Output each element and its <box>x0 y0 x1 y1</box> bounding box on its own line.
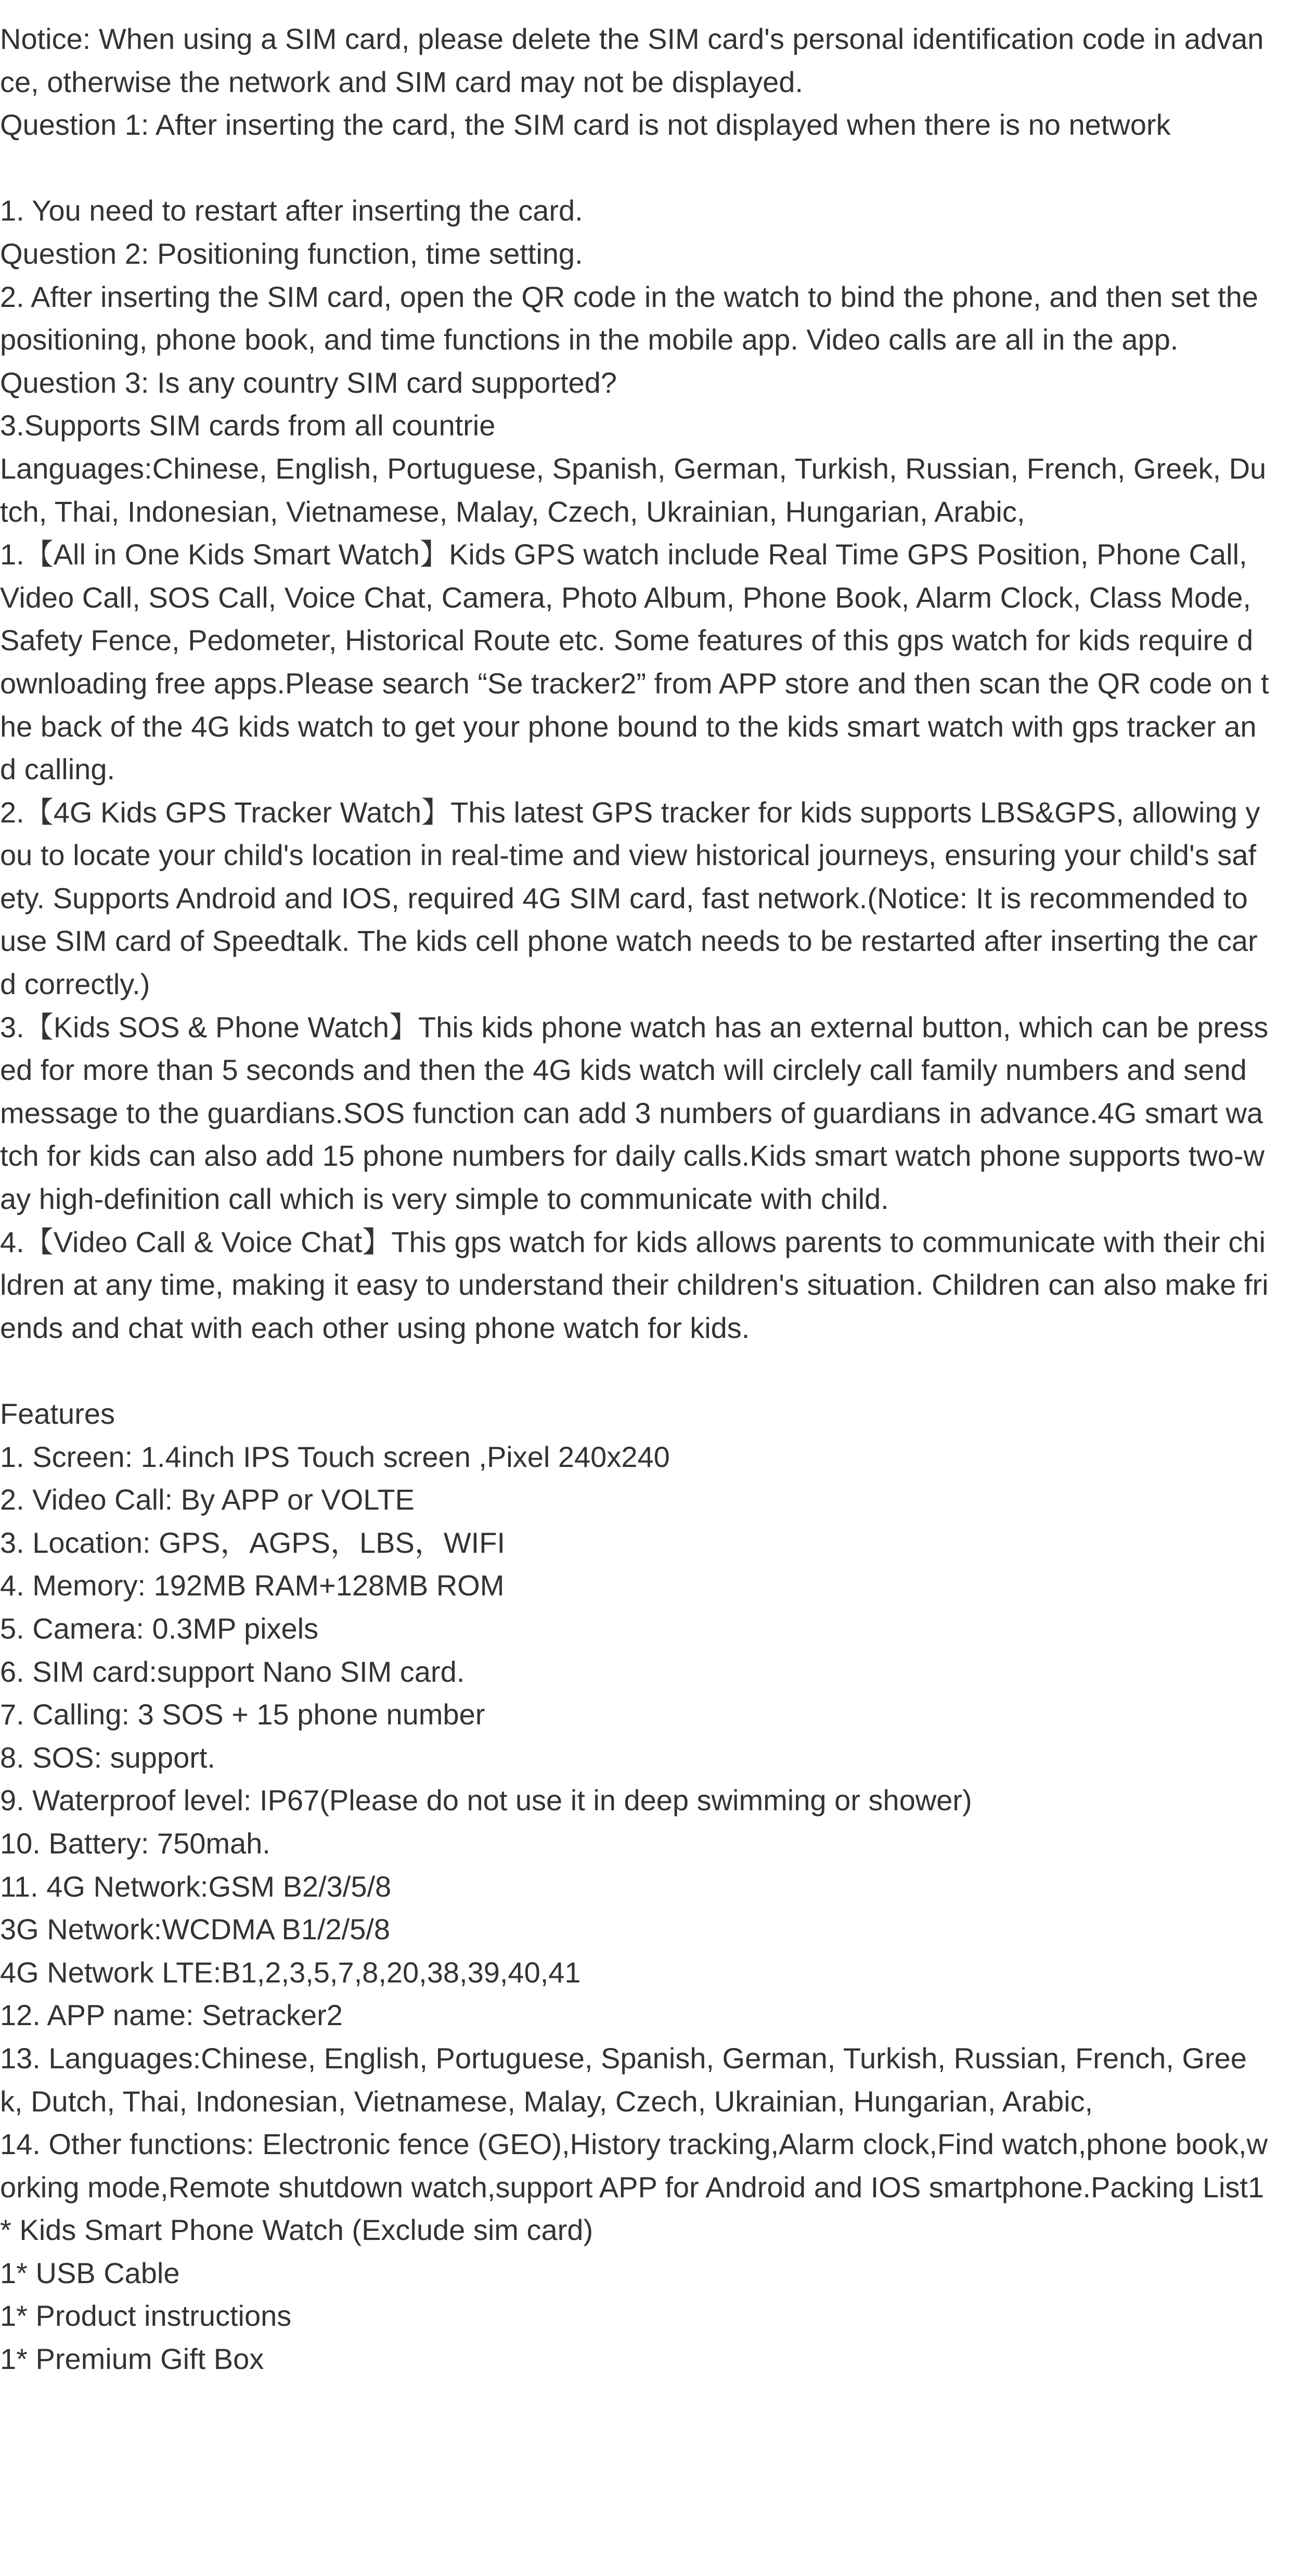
feature-3g-network: 3G Network:WCDMA B1/2/5/8 <box>0 1913 391 1946</box>
languages-text: Languages:Chinese, English, Portuguese, Spanish, German, Turkish, Russian, French, Greek, Dutch, Thai, Indonesian, Vietnamese, Malay, Czech, Ukrainian, Hungarian, Arabic, <box>0 452 1267 528</box>
feature-waterproof: 9. Waterproof level: IP67(Please do not use it in deep swimming or shower) <box>0 1784 972 1817</box>
bullet-sos-phone: 3.【Kids SOS & Phone Watch】This kids phone watch has an external button, which can be pressed for more than 5 seconds and then the 4G kids watch will circlely call family numbers and send message to the guardians.SOS function can add 3 numbers of guardians in advance.4G smart watch for kids can also add 15 phone numbers for daily calls.Kids smart watch phone supports two-way high-definition call which is very simple to communicate with child. <box>0 1010 1269 1216</box>
package-usb-cable: 1* USB Cable <box>0 2256 180 2289</box>
answer-1: 1. You need to restart after inserting the card. <box>0 194 583 227</box>
question-1: Question 1: After inserting the card, the SIM card is not displayed when there is no network <box>0 108 1171 141</box>
bullet-video-call: 4.【Video Call & Voice Chat】This gps watch for kids allows parents to communicate with their children at any time, making it easy to understand their children's situation. Children can also make friends and chat with each other using phone watch for kids. <box>0 1225 1269 1344</box>
feature-languages: 13. Languages:Chinese, English, Portuguese, Spanish, German, Turkish, Russian, French, Greek, Dutch, Thai, Indonesian, Vietnamese, Malay, Czech, Ukrainian, Hungarian, Arabic, <box>0 2041 1247 2118</box>
package-instructions: 1* Product instructions <box>0 2299 292 2333</box>
product-description <box>0 18 1269 2381</box>
feature-lte-network: 4G Network LTE:B1,2,3,5,7,8,20,38,39,40,41 <box>0 1955 581 1989</box>
features-heading: Features <box>0 1397 115 1430</box>
feature-sos: 8. SOS: support. <box>0 1741 215 1774</box>
feature-battery: 10. Battery: 750mah. <box>0 1826 270 1860</box>
feature-camera: 5. Camera: 0.3MP pixels <box>0 1612 319 1645</box>
feature-location: 3. Location: GPS，AGPS，LBS，WIFI <box>0 1526 506 1559</box>
feature-memory: 4. Memory: 192MB RAM+128MB ROM <box>0 1569 505 1602</box>
package-gift-box: 1* Premium Gift Box <box>0 2342 264 2376</box>
feature-calling: 7. Calling: 3 SOS + 15 phone number <box>0 1698 485 1731</box>
feature-4g-network: 11. 4G Network:GSM B2/3/5/8 <box>0 1870 392 1903</box>
question-3: Question 3: Is any country SIM card supported? <box>0 366 617 399</box>
bullet-all-in-one: 1.【All in One Kids Smart Watch】Kids GPS watch include Real Time GPS Position, Phone Call, Video Call, SOS Call, Voice Chat, Camera, Photo Album, Phone Book, Alarm Clock, Class Mode, Safety Fence, Pedometer, Historical Route etc. Some features of this gps watch for kids require downloading free apps.Please search “Se tracker2” from APP store and then scan the QR code on the back of the 4G kids watch to get your phone bound to the kids smart watch with gps tracker and calling. <box>0 538 1269 786</box>
blank-line <box>0 1349 1269 1393</box>
feature-app-name: 12. APP name: Setracker2 <box>0 1999 343 2032</box>
bullet-gps-tracker: 2.【4G Kids GPS Tracker Watch】This latest GPS tracker for kids supports LBS&GPS, allowing you to locate your child's location in real-time and view historical journeys, ensuring your child's safety. Supports Android and IOS, required 4G SIM card, fast network.(Notice: It is recommended to use SIM card of Speedtalk. The kids cell phone watch needs to be restarted after inserting the card correctly.) <box>0 795 1260 1001</box>
answer-2: 2. After inserting the SIM card, open the QR code in the watch to bind the phone, and then set the positioning, phone book, and time functions in the mobile app. Video calls are all in the app. <box>0 280 1267 356</box>
notice-text: Notice: When using a SIM card, please delete the SIM card's personal identification code in advance, otherwise the network and SIM card may not be displayed. <box>0 22 1264 98</box>
answer-3: 3.Supports SIM cards from all countrie <box>0 409 496 442</box>
blank-line <box>0 147 1269 190</box>
question-2: Question 2: Positioning function, time setting. <box>0 237 583 270</box>
feature-sim-card: 6. SIM card:support Nano SIM card. <box>0 1655 465 1688</box>
feature-other-functions: 14. Other functions: Electronic fence (GEO),History tracking,Alarm clock,Find watch,phone book,working mode,Remote shutdown watch,support APP for Android and IOS smartphone.Packing List1* Kids Smart Phone Watch (Exclude sim card) <box>0 2128 1268 2247</box>
feature-screen: 1. Screen: 1.4inch IPS Touch screen ,Pixel 240x240 <box>0 1440 670 1473</box>
feature-video-call: 2. Video Call: By APP or VOLTE <box>0 1483 415 1516</box>
